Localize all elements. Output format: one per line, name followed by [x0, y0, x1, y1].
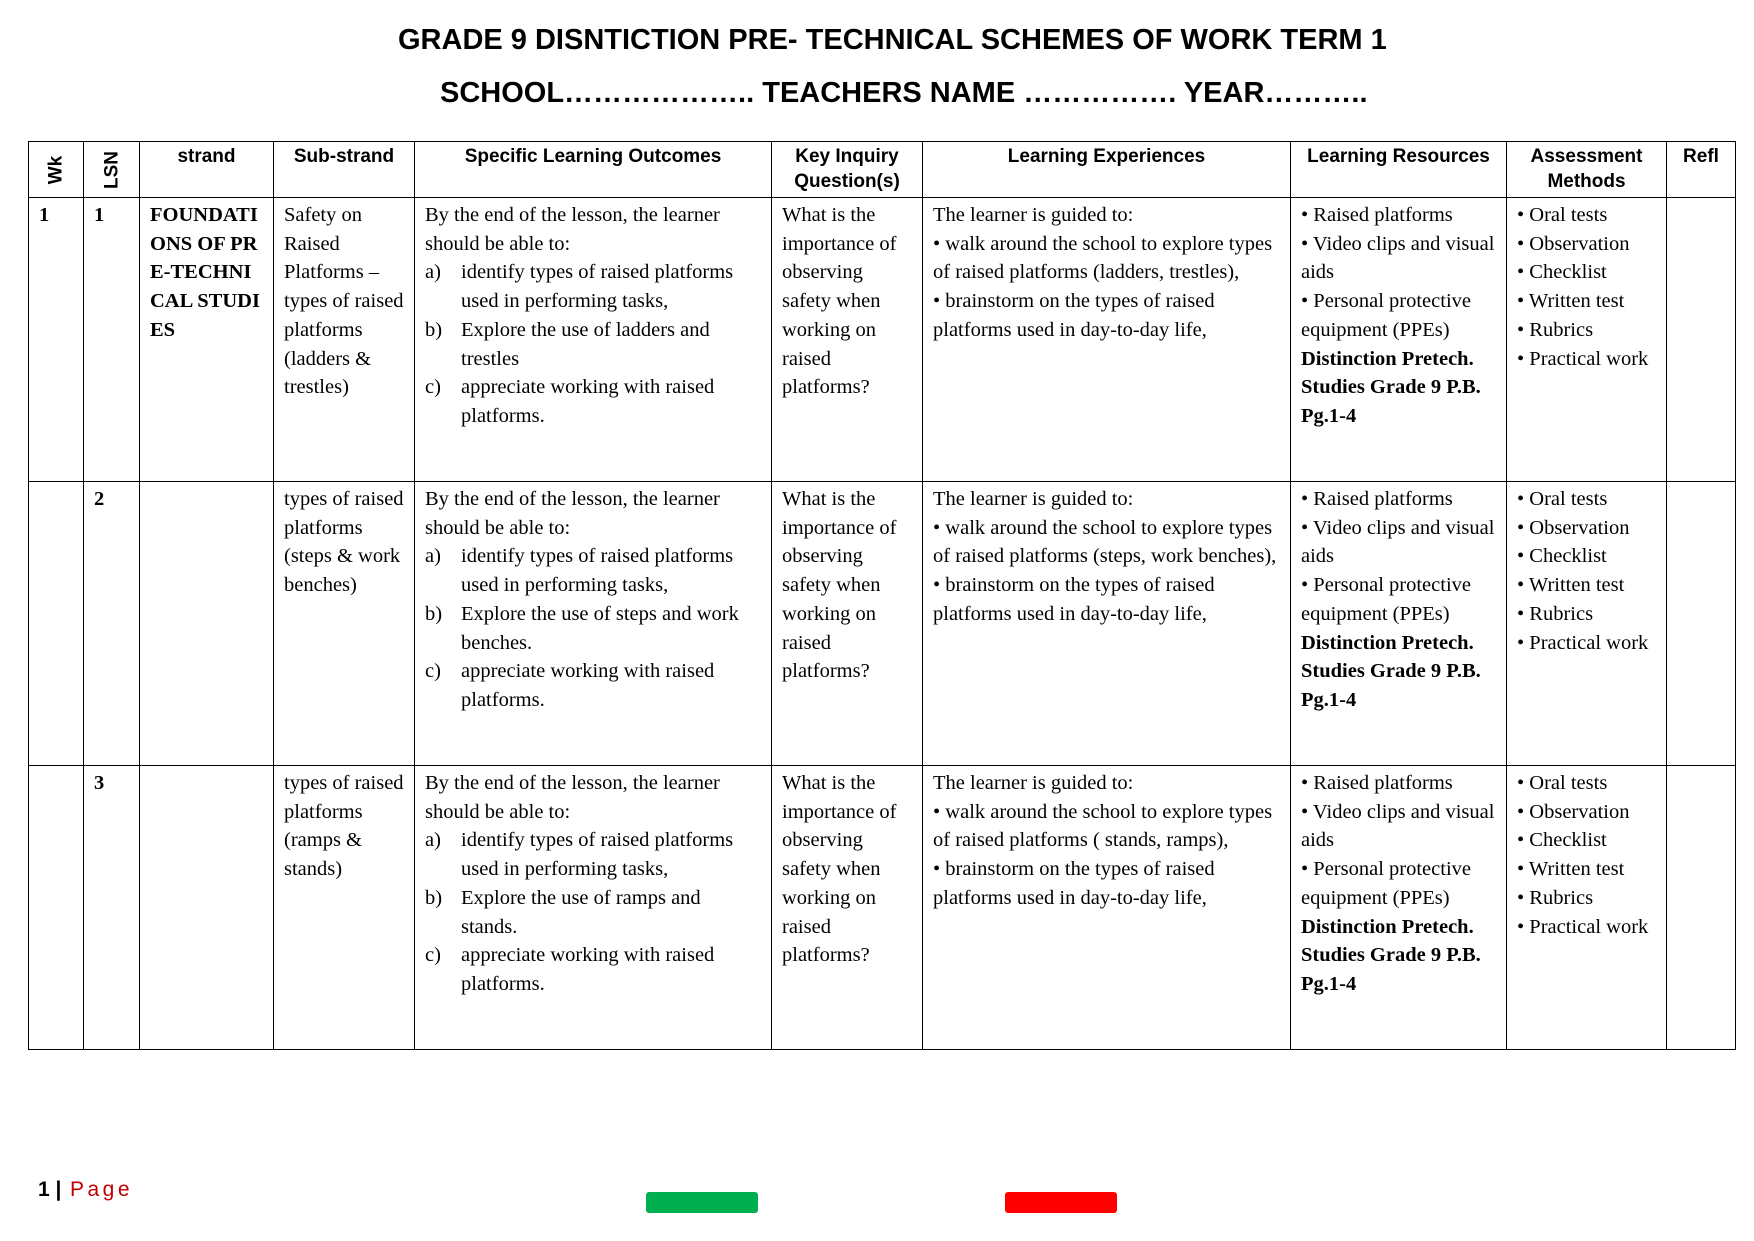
resource-book: Distinction Pretech. Studies Grade 9 P.B. Pg.1-4 [1301, 915, 1481, 995]
outcome-item: b) Explore the use of ramps and stands. [425, 886, 701, 938]
lesson-cell: 1 [84, 198, 140, 482]
reflection-cell [1667, 482, 1736, 766]
header-reflection: Refl [1667, 142, 1736, 198]
inquiry-question-cell: What is the importance of observing safety when working on raised platforms? [772, 766, 923, 1050]
outcomes-cell [415, 766, 772, 1050]
assessment-item: • Observation [1517, 516, 1630, 539]
outcomes-cell [415, 482, 772, 766]
experience-item: • brainstorm on the types of raised platforms used in day-to-day life, [933, 574, 1215, 625]
header-assessment-methods: Assessment Methods [1507, 142, 1667, 198]
experience-item: • brainstorm on the types of raised platforms used in day-to-day life, [933, 290, 1215, 341]
strand-cell [140, 482, 274, 766]
substrand-cell: types of raised platforms (steps & work benches) [274, 482, 415, 766]
header-substrand: Sub-strand [274, 142, 415, 198]
substrand-cell: types of raised platforms (ramps & stands) [274, 766, 415, 1050]
table-row [29, 482, 1736, 766]
resource-item: • Personal protective equipment (PPEs) [1301, 290, 1471, 341]
substrand-cell: Safety on Raised Platforms – types of raised platforms (ladders & trestles) [274, 198, 415, 482]
resource-item: • Raised platforms [1301, 204, 1453, 226]
document-title: GRADE 9 DISNTICTION PRE- TECHNICAL SCHEMES OF WORK TERM 1 [398, 24, 1387, 56]
assessment-item: • Checklist [1517, 545, 1607, 568]
resource-item: • Raised platforms [1301, 488, 1453, 510]
inquiry-question-cell: What is the importance of observing safety when working on raised platforms? [772, 482, 923, 766]
experience-item: • brainstorm on the types of raised platforms used in day-to-day life, [933, 858, 1215, 909]
assessment-item: • Practical work [1517, 915, 1649, 938]
outcome-list [425, 542, 761, 714]
assessment-item: • Oral tests [1517, 488, 1608, 510]
assessment-item: • Rubrics [1517, 602, 1594, 625]
outcome-intro: By the end of the lesson, the learner should be able to: [425, 488, 720, 539]
reflection-cell [1667, 766, 1736, 1050]
page-number: 1 | [38, 1178, 62, 1201]
learning-resources-cell [1291, 766, 1507, 1050]
assessment-item: • Rubrics [1517, 318, 1594, 341]
learning-resources-cell [1291, 198, 1507, 482]
header-strand: strand [140, 142, 274, 198]
document-subtitle: SCHOOL……………….. TEACHERS NAME ……………. YEAR……….. [440, 77, 1368, 109]
resource-item: • Video clips and visual aids [1301, 516, 1495, 568]
assessment-item: • Written test [1517, 290, 1625, 313]
assessment-item: • Written test [1517, 858, 1625, 881]
resource-book: Distinction Pretech. Studies Grade 9 P.B. Pg.1-4 [1301, 631, 1481, 711]
page-label: Page [70, 1178, 134, 1201]
header-learning-experiences: Learning Experiences [923, 142, 1291, 198]
week-cell [29, 482, 84, 766]
header-lesson: LSN [84, 142, 140, 198]
assessment-item: • Observation [1517, 800, 1630, 823]
table-header-row [29, 142, 1736, 198]
assessment-cell [1507, 482, 1667, 766]
outcome-item: a) identify types of raised platforms used in performing tasks, [425, 261, 734, 313]
experience-item: • walk around the school to explore types of raised platforms (steps, work benches), [933, 516, 1277, 568]
outcome-list [425, 258, 761, 430]
red-bar [1005, 1192, 1117, 1213]
assessment-item: • Checklist [1517, 261, 1607, 284]
inquiry-question-cell: What is the importance of observing safety when working on raised platforms? [772, 198, 923, 482]
schemes-of-work-table [28, 141, 1736, 1050]
lesson-cell: 2 [84, 482, 140, 766]
outcome-intro: By the end of the lesson, the learner should be able to: [425, 204, 720, 255]
experience-item: • walk around the school to explore types of raised platforms (ladders, trestles), [933, 232, 1273, 284]
assessment-cell [1507, 198, 1667, 482]
learning-experiences-cell: The learner is guided to: • walk around the school to explore types of raised platforms (steps, work benches), • brainstorm on the types of raised platforms used in day-to-day life, [923, 482, 1291, 766]
assessment-item: • Rubrics [1517, 886, 1594, 909]
assessment-item: • Checklist [1517, 829, 1607, 852]
outcome-item: b) Explore the use of ladders and trestles [425, 318, 710, 370]
lesson-cell: 3 [84, 766, 140, 1050]
resource-item: • Video clips and visual aids [1301, 232, 1495, 284]
header-week: Wk [29, 142, 84, 198]
learning-experiences-cell: The learner is guided to: • walk around the school to explore types of raised platforms ( stands, ramps), • brainstorm on the types of raised platforms used in day-to-day life, [923, 766, 1291, 1050]
header-learning-resources: Learning Resources [1291, 142, 1507, 198]
strand-cell [140, 766, 274, 1050]
outcome-item: b) Explore the use of steps and work benches. [425, 602, 739, 654]
assessment-item: • Practical work [1517, 347, 1649, 370]
outcome-item: c) appreciate working with raised platforms. [425, 944, 715, 995]
learning-resources-cell [1291, 482, 1507, 766]
resource-book: Distinction Pretech. Studies Grade 9 P.B. Pg.1-4 [1301, 347, 1481, 427]
outcome-item: a) identify types of raised platforms used in performing tasks, [425, 829, 734, 881]
assessment-item: • Observation [1517, 232, 1630, 255]
table-row [29, 766, 1736, 1050]
assessment-item: • Oral tests [1517, 204, 1608, 226]
week-cell [29, 766, 84, 1050]
assessment-item: • Written test [1517, 574, 1625, 597]
green-bar [646, 1192, 758, 1213]
outcome-item: c) appreciate working with raised platforms. [425, 376, 715, 427]
header-outcomes: Specific Learning Outcomes [415, 142, 772, 198]
outcomes-cell [415, 198, 772, 482]
outcome-intro: By the end of the lesson, the learner should be able to: [425, 772, 720, 823]
reflection-cell [1667, 198, 1736, 482]
assessment-item: • Practical work [1517, 631, 1649, 654]
learning-experiences-cell: The learner is guided to: • walk around the school to explore types of raised platforms (ladders, trestles), • brainstorm on the types of raised platforms used in day-to-day life, [923, 198, 1291, 482]
assessment-item: • Oral tests [1517, 772, 1608, 794]
outcome-item: a) identify types of raised platforms used in performing tasks, [425, 545, 734, 597]
header-inquiry-questions: Key Inquiry Question(s) [772, 142, 923, 198]
week-cell: 1 [29, 198, 84, 482]
outcome-item: c) appreciate working with raised platforms. [425, 660, 715, 711]
assessment-cell [1507, 766, 1667, 1050]
resource-item: • Personal protective equipment (PPEs) [1301, 574, 1471, 625]
strand-cell: FOUNDATIONS OF PRE-TECHNICAL STUDIES [140, 198, 274, 482]
resource-item: • Raised platforms [1301, 772, 1453, 794]
table-row [29, 198, 1736, 482]
resource-item: • Personal protective equipment (PPEs) [1301, 858, 1471, 909]
outcome-list [425, 826, 761, 998]
experience-item: • walk around the school to explore types of raised platforms ( stands, ramps), [933, 800, 1273, 852]
resource-item: • Video clips and visual aids [1301, 800, 1495, 852]
